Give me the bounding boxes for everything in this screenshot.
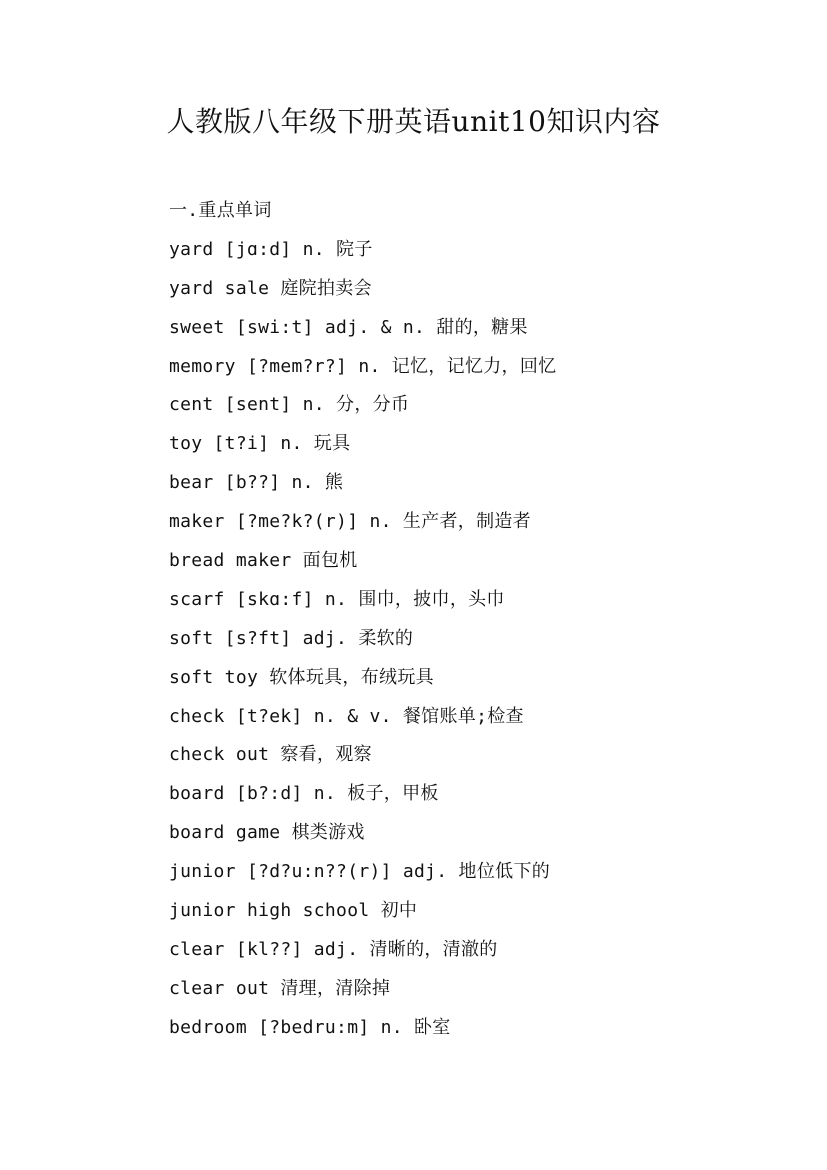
vocabulary-entry: check out 察看，观察 xyxy=(169,744,372,766)
vocabulary-entry: clear out 清理，清除掉 xyxy=(169,977,391,999)
vocabulary-entry: cent [sent] n. 分，分币 xyxy=(169,394,410,416)
vocabulary-entry: soft toy 软体玩具，布绒玩具 xyxy=(169,666,434,688)
vocabulary-entry: sweet [swi:t] adj. & n. 甜的，糖果 xyxy=(169,316,528,338)
vocabulary-entry: bread maker 面包机 xyxy=(169,550,358,572)
vocabulary-entry: junior [?d?u:n??(r)] adj. 地位低下的 xyxy=(169,861,551,883)
section-heading: 一.重点单词 xyxy=(169,200,272,221)
vocabulary-entry: memory [?mem?r?] n. 记忆，记忆力，回忆 xyxy=(169,355,557,377)
vocabulary-entry: check [t?ek] n. & v. 餐馆账单;检查 xyxy=(169,705,524,727)
vocabulary-entry: scarf [skɑ:f] n. 围巾，披巾，头巾 xyxy=(169,588,505,610)
vocabulary-entry: clear [kl??] adj. 清晰的，清澈的 xyxy=(169,938,498,960)
vocabulary-entry: yard sale 庭院拍卖会 xyxy=(169,277,372,299)
vocabulary-entry: soft [s?ft] adj. 柔软的 xyxy=(169,627,414,649)
vocabulary-entry: bear [b??] n. 熊 xyxy=(169,472,344,494)
vocabulary-entry: bedroom [?bedru:m] n. 卧室 xyxy=(169,1016,451,1038)
vocabulary-entry: maker [?me?k?(r)] n. 生产者，制造者 xyxy=(169,511,531,533)
document-title: 人教版八年级下册英语unit10知识内容 xyxy=(166,105,661,138)
vocabulary-section xyxy=(169,192,789,1048)
vocabulary-entry: board [b?:d] n. 板子，甲板 xyxy=(169,783,439,805)
vocabulary-entry: toy [t?i] n. 玩具 xyxy=(169,433,351,455)
vocabulary-entry: junior high school 初中 xyxy=(169,900,418,922)
vocabulary-entry: yard [jɑ:d] n. 院子 xyxy=(169,238,373,260)
vocabulary-entry: board game 棋类游戏 xyxy=(169,822,365,844)
